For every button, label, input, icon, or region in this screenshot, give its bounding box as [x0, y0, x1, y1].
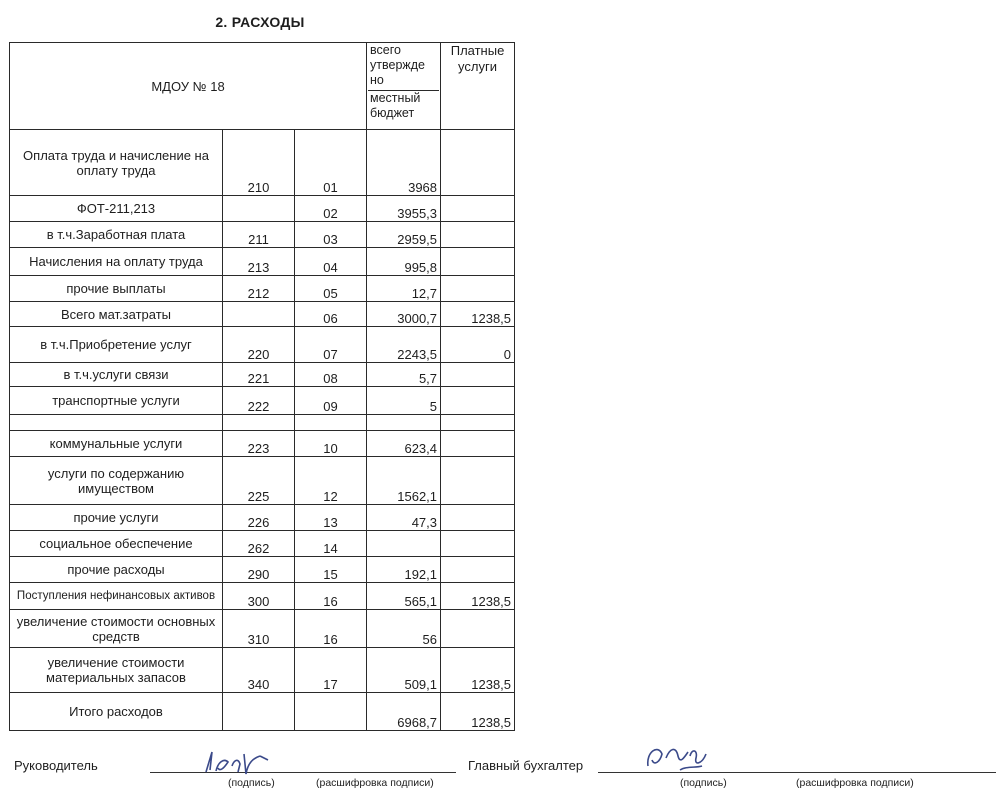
table-row [10, 457, 515, 505]
expenses-table [9, 42, 515, 731]
budget-value-cell: 56 [367, 610, 441, 648]
paid-value-cell [441, 276, 515, 302]
section-title: 2. РАСХОДЫ [215, 14, 305, 30]
paid-value-cell [441, 457, 515, 505]
table-row [10, 505, 515, 531]
paid-value-cell [441, 130, 515, 196]
expense-name-cell: прочие выплаты [10, 276, 223, 302]
budget-value-cell: 1562,1 [367, 457, 441, 505]
paid-value-cell [441, 557, 515, 583]
kosgu-code-cell [223, 196, 295, 222]
kosgu-code-cell: 226 [223, 505, 295, 531]
kosgu-code-cell: 220 [223, 327, 295, 363]
line-code-cell: 13 [295, 505, 367, 531]
kosgu-code-cell: 212 [223, 276, 295, 302]
paid-value-cell: 1238,5 [441, 693, 515, 731]
line-code-cell: 06 [295, 302, 367, 327]
expense-name-cell: увеличение стоимости основных средств [10, 610, 223, 648]
paid-value-cell [441, 431, 515, 457]
head-sign-caption: (подпись) [228, 777, 275, 789]
kosgu-code-cell: 221 [223, 363, 295, 387]
kosgu-code-cell: 262 [223, 531, 295, 557]
expense-name-cell: прочие расходы [10, 557, 223, 583]
table-row [10, 276, 515, 302]
line-code-cell: 04 [295, 248, 367, 276]
budget-value-cell: 995,8 [367, 248, 441, 276]
table-row [10, 431, 515, 457]
line-code-cell: 07 [295, 327, 367, 363]
budget-value-cell: 3955,3 [367, 196, 441, 222]
paid-value-cell: 0 [441, 327, 515, 363]
table-row [10, 693, 515, 731]
line-code-cell: 03 [295, 222, 367, 248]
paid-value-cell [441, 222, 515, 248]
paid-value-cell [441, 531, 515, 557]
paid-value-cell: 1238,5 [441, 583, 515, 610]
line-code-cell: 05 [295, 276, 367, 302]
line-code-cell: 10 [295, 431, 367, 457]
kosgu-code-cell [223, 415, 295, 431]
table-row [10, 327, 515, 363]
org-name-cell: МДОУ № 18 [10, 43, 367, 130]
budget-value-cell: 192,1 [367, 557, 441, 583]
paid-value-cell [441, 363, 515, 387]
chief-decode-caption: (расшифровка подписи) [796, 777, 914, 789]
line-code-cell: 14 [295, 531, 367, 557]
paid-value-cell [441, 248, 515, 276]
table-row [10, 387, 515, 415]
expense-name-cell: прочие услуги [10, 505, 223, 531]
paid-value-cell [441, 505, 515, 531]
expense-name-cell: ФОТ-211,213 [10, 196, 223, 222]
expense-name-cell: услуги по содержанию имуществом [10, 457, 223, 505]
chief-accountant-signature-label: Главный бухгалтер [468, 758, 584, 773]
table-row [10, 222, 515, 248]
table-row [10, 196, 515, 222]
expense-name-cell: Поступления нефинансовых активов [10, 583, 223, 610]
paid-value-cell: 1238,5 [441, 302, 515, 327]
table-row [10, 130, 515, 196]
budget-value-cell: 47,3 [367, 505, 441, 531]
paid-value-cell [441, 387, 515, 415]
budget-value-cell: 3000,7 [367, 302, 441, 327]
budget-value-cell: 565,1 [367, 583, 441, 610]
expense-name-cell: коммунальные услуги [10, 431, 223, 457]
table-row [10, 302, 515, 327]
expense-name-cell: транспортные услуги [10, 387, 223, 415]
table-row [10, 557, 515, 583]
chief-sign-caption: (подпись) [680, 777, 727, 789]
line-code-cell: 02 [295, 196, 367, 222]
line-code-cell [295, 415, 367, 431]
paid-value-cell: 1238,5 [441, 648, 515, 693]
kosgu-code-cell: 300 [223, 583, 295, 610]
expense-name-cell: Оплата труда и начисление на оплату труда [10, 130, 223, 196]
expense-name-cell: социальное обеспечение [10, 531, 223, 557]
kosgu-code-cell: 210 [223, 130, 295, 196]
paid-services-column-header: Платные услуги [441, 43, 515, 130]
kosgu-code-cell: 340 [223, 648, 295, 693]
table-header-row [10, 43, 515, 130]
line-code-cell: 16 [295, 583, 367, 610]
budget-value-cell: 5,7 [367, 363, 441, 387]
line-code-cell: 12 [295, 457, 367, 505]
budget-value-cell: 2959,5 [367, 222, 441, 248]
kosgu-code-cell: 223 [223, 431, 295, 457]
expense-name-cell: в т.ч.Приобретение услуг [10, 327, 223, 363]
head-signature-line [150, 772, 456, 773]
line-code-cell: 15 [295, 557, 367, 583]
budget-value-cell [367, 531, 441, 557]
budget-column-header: всего утвержде но местный бюджет [367, 43, 441, 130]
line-code-cell: 17 [295, 648, 367, 693]
paid-value-cell [441, 196, 515, 222]
line-code-cell: 08 [295, 363, 367, 387]
table-row [10, 583, 515, 610]
head-handwritten-signature [198, 744, 288, 780]
paid-value-cell [441, 610, 515, 648]
head-decode-caption: (расшифровка подписи) [316, 777, 434, 789]
kosgu-code-cell [223, 693, 295, 731]
kosgu-code-cell: 222 [223, 387, 295, 415]
expense-name-cell [10, 415, 223, 431]
budget-value-cell: 623,4 [367, 431, 441, 457]
kosgu-code-cell: 225 [223, 457, 295, 505]
budget-value-cell: 509,1 [367, 648, 441, 693]
table-row [10, 363, 515, 387]
table-row [10, 648, 515, 693]
line-code-cell [295, 693, 367, 731]
table-row [10, 531, 515, 557]
chief-handwritten-signature [640, 736, 720, 776]
budget-value-cell: 6968,7 [367, 693, 441, 731]
paid-value-cell [441, 415, 515, 431]
table-row [10, 248, 515, 276]
expense-name-cell: Всего мат.затраты [10, 302, 223, 327]
budget-value-cell: 2243,5 [367, 327, 441, 363]
kosgu-code-cell: 310 [223, 610, 295, 648]
expense-name-cell: Начисления на оплату труда [10, 248, 223, 276]
expense-name-cell: в т.ч.Заработная плата [10, 222, 223, 248]
kosgu-code-cell: 213 [223, 248, 295, 276]
budget-value-cell: 3968 [367, 130, 441, 196]
kosgu-code-cell: 290 [223, 557, 295, 583]
budget-value-cell: 12,7 [367, 276, 441, 302]
budget-value-cell [367, 415, 441, 431]
expense-name-cell: в т.ч.услуги связи [10, 363, 223, 387]
line-code-cell: 16 [295, 610, 367, 648]
budget-value-cell: 5 [367, 387, 441, 415]
table-row [10, 610, 515, 648]
expense-name-cell: увеличение стоимости материальных запасов [10, 648, 223, 693]
line-code-cell: 09 [295, 387, 367, 415]
line-code-cell: 01 [295, 130, 367, 196]
kosgu-code-cell [223, 302, 295, 327]
expense-name-cell: Итого расходов [10, 693, 223, 731]
head-signature-label: Руководитель [14, 758, 98, 773]
table-row [10, 415, 515, 431]
kosgu-code-cell: 211 [223, 222, 295, 248]
